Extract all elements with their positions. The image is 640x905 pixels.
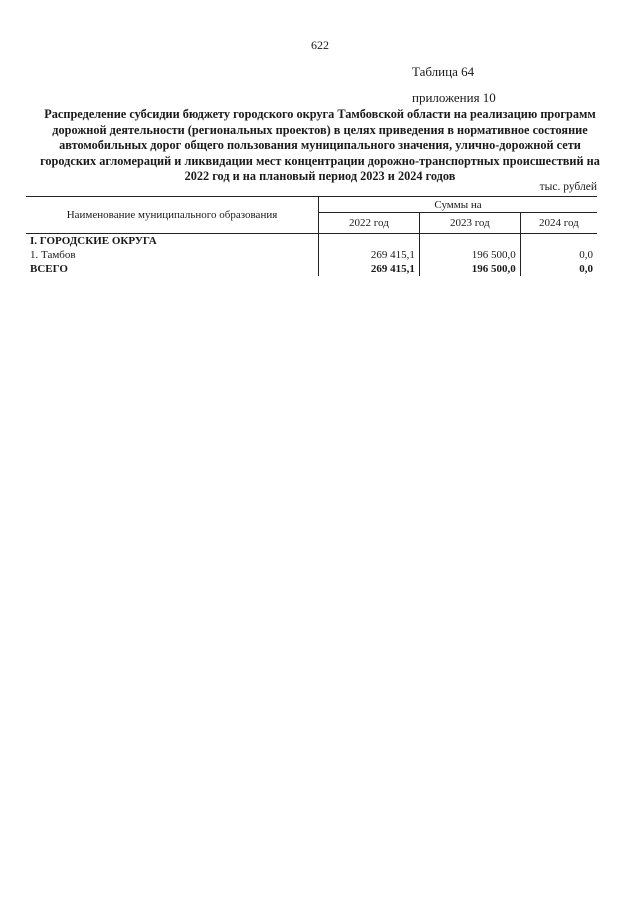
- section-label: I. ГОРОДСКИЕ ОКРУГА: [26, 234, 319, 249]
- appendix-label: приложения 10: [412, 90, 496, 105]
- section-cell: [419, 234, 520, 249]
- sums-header: Суммы на: [319, 197, 598, 213]
- table-row: [26, 248, 597, 262]
- municipality-name: 1. Тамбов: [26, 248, 319, 262]
- year-header-2024: 2024 год: [520, 213, 597, 234]
- year-header-2022: 2022 год: [319, 213, 420, 234]
- total-2024: 0,0: [579, 263, 593, 275]
- value-2024: 0,0: [579, 249, 593, 261]
- total-2022: 269 415,1: [319, 262, 420, 276]
- section-cell: [520, 234, 597, 249]
- value-2023: 196 500,0: [419, 248, 520, 262]
- total-row: [26, 262, 597, 276]
- table-label: Таблица 64: [412, 64, 475, 79]
- municipality-column-header: Наименование муниципального образования: [26, 197, 319, 234]
- page-number: 622: [311, 38, 329, 52]
- section-cell: [319, 234, 420, 249]
- total-2023: 196 500,0: [419, 262, 520, 276]
- document-title: Распределение субсидии бюджету городского округа Тамбовской области на реализацию программ дорожной деятельности (региональных проектов) в целях приведения в нормативное состояние автомобильных дорог общего пользования муниципального значения, улично-дорожной сети городских агломераций и ликвидации мест концентрации дорожно-транспортных происшествий на 2022 год и на плановый период 2023 и 2024 годов: [40, 107, 600, 183]
- subsidy-table: [26, 196, 597, 276]
- year-header-2023: 2023 год: [419, 213, 520, 234]
- value-2022: 269 415,1: [319, 248, 420, 262]
- units-label: тыс. рублей: [539, 181, 597, 193]
- section-row: [26, 234, 597, 249]
- total-label: ВСЕГО: [26, 262, 319, 276]
